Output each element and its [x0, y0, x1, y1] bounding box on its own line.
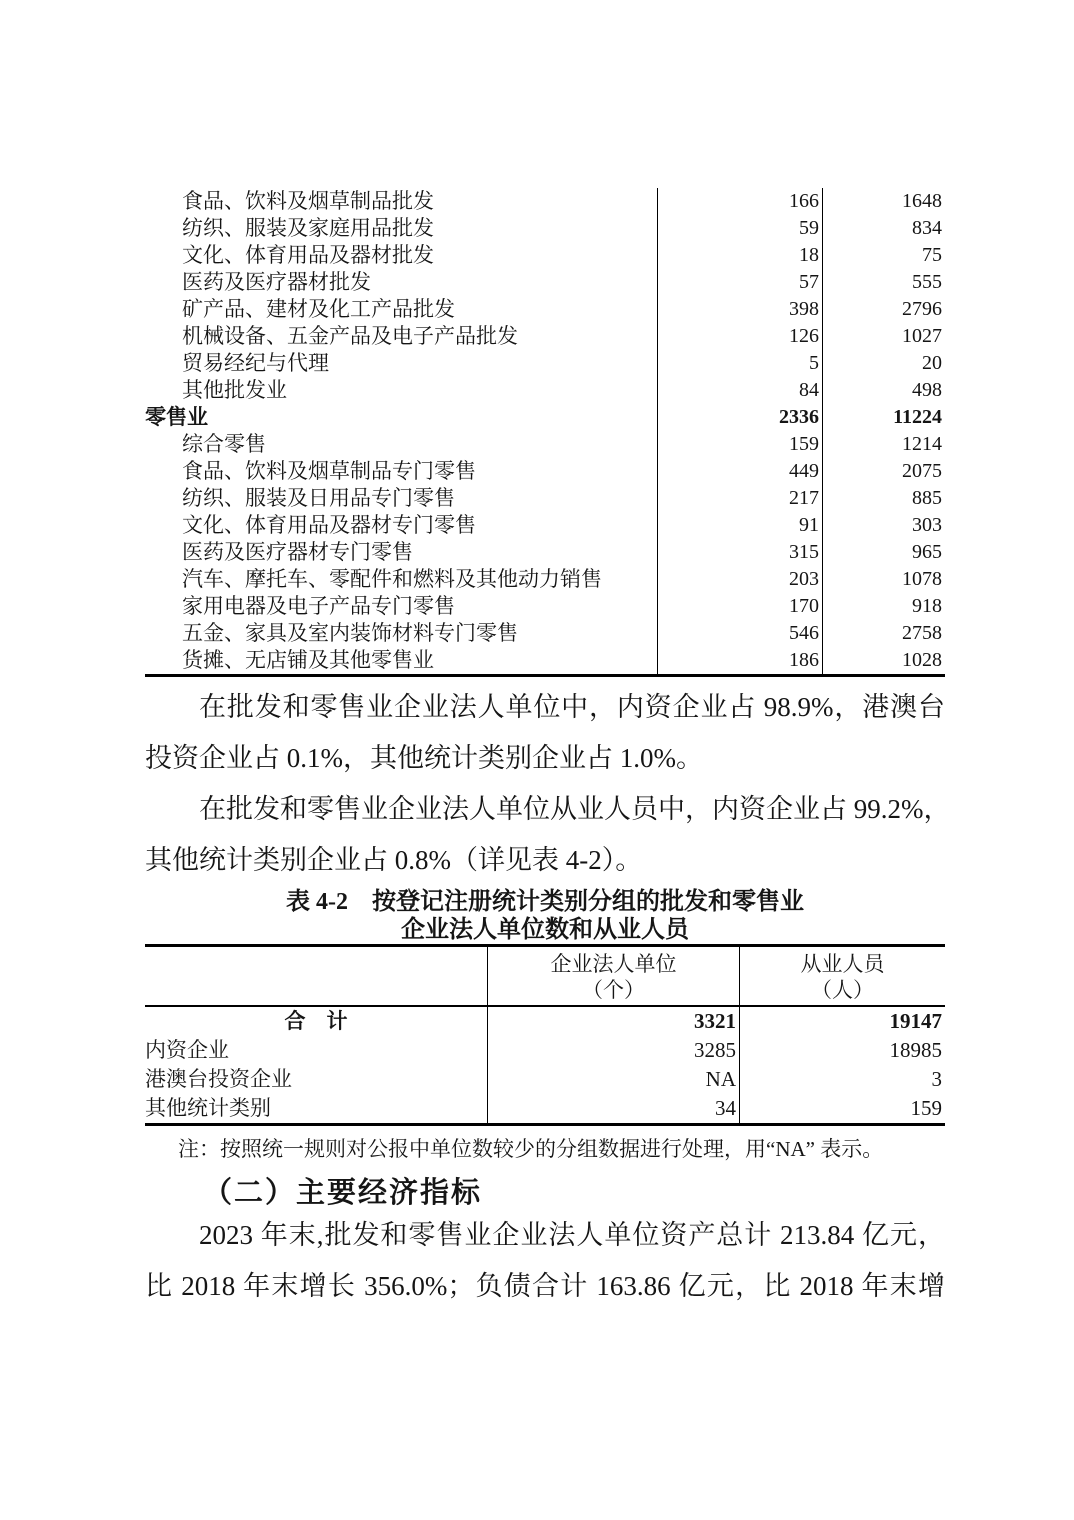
- staff-value: 75: [922, 244, 942, 266]
- row-label: 货摊、无店铺及其他零售业: [145, 647, 658, 674]
- table-row: [145, 1036, 945, 1065]
- units-value: 3321: [488, 1007, 740, 1036]
- row-label: 内资企业: [145, 1036, 488, 1065]
- table2-title-line1: 表 4-2 按登记注册统计类别分组的批发和零售业: [286, 889, 804, 915]
- staff-value: 498: [912, 379, 942, 401]
- table-row: [145, 1094, 945, 1123]
- staff-value: 885: [912, 487, 942, 509]
- staff-value: 2758: [902, 622, 942, 644]
- paragraph-legal-units-share: [145, 682, 945, 784]
- table-row: [145, 323, 945, 350]
- staff-value: 834: [912, 217, 942, 239]
- table-row: [145, 269, 945, 296]
- units-value: 57: [658, 269, 823, 296]
- row-label: 文化、体育用品及器材批发: [145, 242, 658, 269]
- units-value: 34: [488, 1094, 740, 1123]
- table2-header-staff-col: [740, 947, 945, 1005]
- units-value: 126: [658, 323, 823, 350]
- row-label: 零售业: [145, 404, 658, 431]
- units-value: 186: [658, 647, 823, 674]
- units-value: 84: [658, 377, 823, 404]
- table2-body: [145, 1007, 945, 1123]
- table-industry-breakdown-continued: [145, 188, 945, 677]
- table-row: [145, 188, 945, 215]
- staff-value: 555: [912, 271, 942, 293]
- units-value: 398: [658, 296, 823, 323]
- staff-value: 159: [910, 1096, 942, 1120]
- paragraph-line: 比 2018 年末增长 356.0%；负债合计 163.86 亿元，比 2018 年末增: [145, 1271, 945, 1301]
- paragraph-line: 在批发和零售业企业法人单位从业人员中，内资企业占 99.2%，: [199, 794, 951, 824]
- table-row: [145, 458, 945, 485]
- table2-title-line2: 企业法人单位数和从业人员: [401, 917, 689, 943]
- row-label: 其他批发业: [145, 377, 658, 404]
- units-value: 91: [658, 512, 823, 539]
- units-value: 18: [658, 242, 823, 269]
- table2-header-staff-line1: 从业人员: [800, 952, 885, 976]
- row-label: 综合零售: [145, 431, 658, 458]
- units-value: 546: [658, 620, 823, 647]
- table-row: [145, 620, 945, 647]
- row-label: 家用电器及电子产品专门零售: [145, 593, 658, 620]
- table-row: [145, 1065, 945, 1094]
- units-value: 2336: [658, 404, 823, 431]
- paragraph-economic-indicators: [145, 1210, 945, 1312]
- table-row: [145, 647, 945, 674]
- units-value: 449: [658, 458, 823, 485]
- units-value: 59: [658, 215, 823, 242]
- row-label: 纺织、服装及家庭用品批发: [145, 215, 658, 242]
- table1-body: [145, 188, 945, 674]
- table-row: [145, 350, 945, 377]
- staff-value: 11224: [893, 406, 942, 428]
- paragraph-line: 其他统计类别企业占 0.8%（详见表 4-2）。: [145, 845, 643, 875]
- table2-header-units-line1: 企业法人单位: [550, 952, 677, 976]
- row-label: 机械设备、五金产品及电子产品批发: [145, 323, 658, 350]
- row-label: 合 计: [145, 1007, 488, 1036]
- table-row: [145, 215, 945, 242]
- units-value: NA: [488, 1065, 740, 1094]
- table2-header-units-col: [488, 947, 740, 1005]
- row-label: 文化、体育用品及器材专门零售: [145, 512, 658, 539]
- staff-value: 918: [912, 595, 942, 617]
- row-label: 纺织、服装及日用品专门零售: [145, 485, 658, 512]
- row-label: 港澳台投资企业: [145, 1065, 488, 1094]
- staff-value: 20: [922, 352, 942, 374]
- table-row: [145, 539, 945, 566]
- table-row: [145, 512, 945, 539]
- row-label: 五金、家具及室内装饰材料专门零售: [145, 620, 658, 647]
- staff-value: 1214: [902, 433, 942, 455]
- staff-value: 2796: [902, 298, 942, 320]
- staff-value: 965: [912, 541, 942, 563]
- paragraph-line: 在批发和零售业企业法人单位中，内资企业占 98.9%，港澳台: [199, 692, 945, 722]
- table2-title: [145, 888, 945, 944]
- staff-value: 2075: [902, 460, 942, 482]
- units-value: 315: [658, 539, 823, 566]
- paragraph-line: 2023 年末,批发和零售业企业法人单位资产总计 213.84 亿元，: [199, 1220, 945, 1250]
- units-value: 170: [658, 593, 823, 620]
- table2-header-row: [145, 947, 945, 1007]
- row-label: 汽车、摩托车、零配件和燃料及其他动力销售: [145, 566, 658, 593]
- units-value: 166: [658, 188, 823, 215]
- table-row: [145, 296, 945, 323]
- table2-header-units-line2: （个）: [582, 978, 645, 1002]
- units-value: 5: [658, 350, 823, 377]
- units-value: 3285: [488, 1036, 740, 1065]
- table-row: [145, 431, 945, 458]
- section-heading-economic-indicators: （二）主要经济指标: [203, 1177, 483, 1209]
- page-content: [145, 188, 951, 1312]
- paragraph-employees-share: [145, 784, 951, 886]
- staff-value: 18985: [889, 1038, 942, 1062]
- staff-value: 19147: [889, 1009, 942, 1033]
- row-label: 医药及医疗器材专门零售: [145, 539, 658, 566]
- row-label: 食品、饮料及烟草制品批发: [145, 188, 658, 215]
- row-label: 贸易经纪与代理: [145, 350, 658, 377]
- table-row: [145, 485, 945, 512]
- staff-value: 1027: [902, 325, 942, 347]
- table2-note: 注：按照统一规则对公报中单位数较少的分组数据进行处理，用“NA” 表示。: [178, 1137, 884, 1161]
- units-value: 159: [658, 431, 823, 458]
- table-row: [145, 404, 945, 431]
- row-label: 矿产品、建材及化工产品批发: [145, 296, 658, 323]
- units-value: 203: [658, 566, 823, 593]
- table-4-2: [145, 944, 945, 1126]
- staff-value: 1648: [902, 190, 942, 212]
- row-label: 食品、饮料及烟草制品专门零售: [145, 458, 658, 485]
- row-label: 其他统计类别: [145, 1094, 488, 1123]
- table-row: [145, 242, 945, 269]
- staff-value: 1028: [902, 649, 942, 671]
- row-label: 医药及医疗器材批发: [145, 269, 658, 296]
- table2-header-staff-line2: （人）: [811, 978, 874, 1002]
- table-row: [145, 593, 945, 620]
- staff-value: 1078: [902, 568, 942, 590]
- table-row: [145, 377, 945, 404]
- table2-header-label-col: [145, 947, 488, 1005]
- staff-value: 303: [912, 514, 942, 536]
- paragraph-line: 投资企业占 0.1%，其他统计类别企业占 1.0%。: [145, 743, 703, 773]
- table-row: [145, 1007, 945, 1036]
- units-value: 217: [658, 485, 823, 512]
- staff-value: 3: [931, 1067, 942, 1091]
- table-row: [145, 566, 945, 593]
